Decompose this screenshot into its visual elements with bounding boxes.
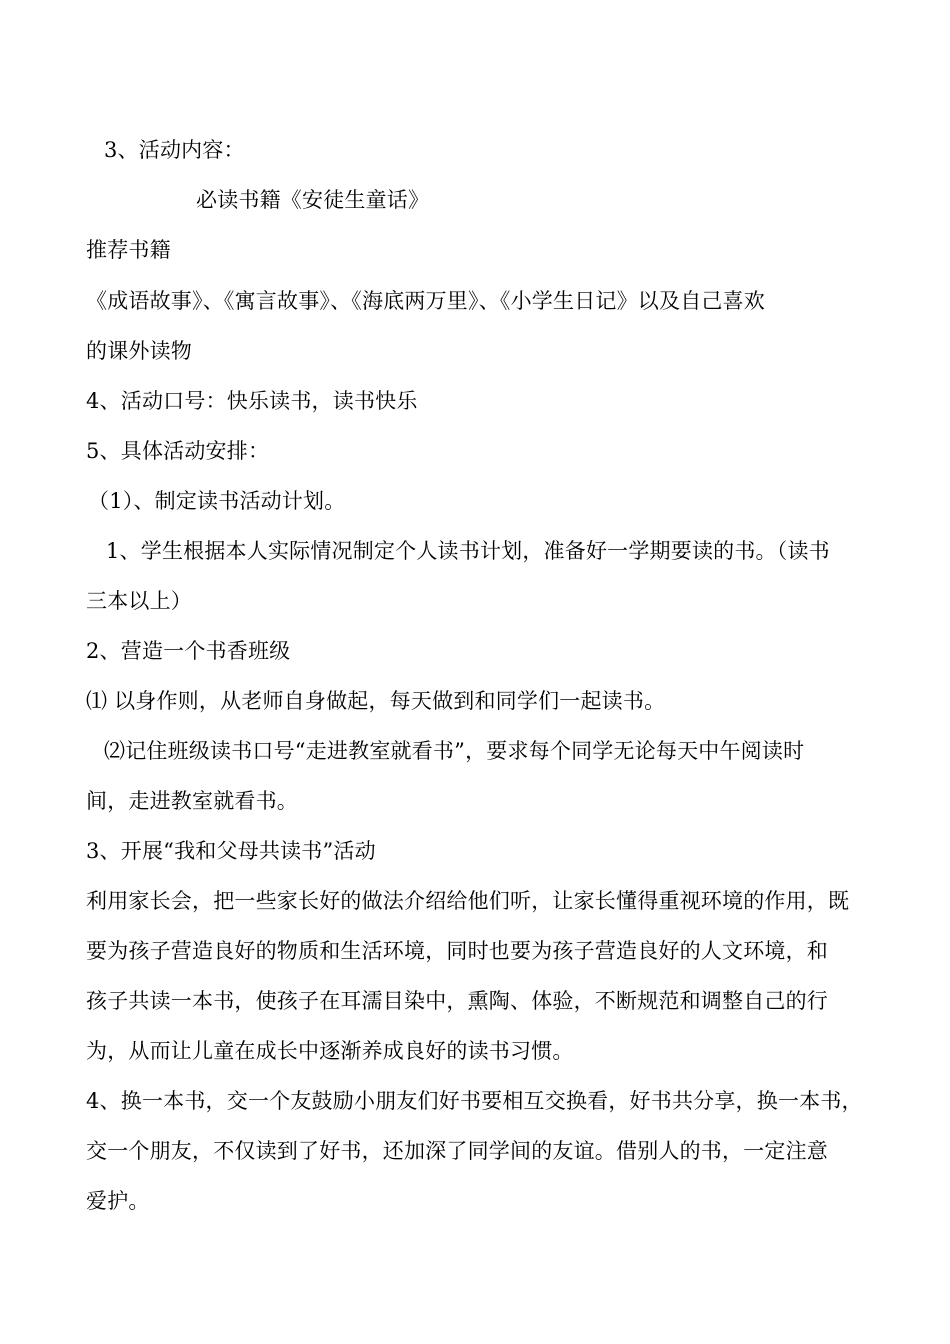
item-4-line-1: 4、换一本书，交一个友鼓励小朋友们好书要相互交换看，好书共分享，换一本书， <box>86 1089 863 1113</box>
item-2-point-1: ⑴ 以身作则，从老师自身做起，每天做到和同学们一起读书。 <box>86 689 666 713</box>
section-4-slogan: 4、活动口号：快乐读书，读书快乐 <box>86 389 418 413</box>
item-2-point-2-line-2: 间，走进教室就看书。 <box>86 789 298 813</box>
section-5-heading: 5、具体活动安排： <box>86 439 270 463</box>
item-1-line-1: 1、学生根据本人实际情况制定个人读书计划，准备好一学期要读的书。（读书 <box>106 539 830 563</box>
item-2-point-2-line-1: ⑵记住班级读书口号“走进教室就看书”，要求每个同学无论每天中午阅读时 <box>104 739 805 763</box>
recommended-books-label: 推荐书籍 <box>86 238 171 262</box>
item-2-heading: 2、营造一个书香班级 <box>86 639 291 663</box>
subsection-1-heading: （1）、制定读书活动计划。 <box>88 489 346 513</box>
required-book-line: 必读书籍《安徒生童话》 <box>196 188 430 212</box>
recommended-books-list-line-1: 《成语故事》、《寓言故事》、《海底两万里》、《小学生日记》以及自己喜欢 <box>86 289 765 313</box>
item-3-paragraph-line-3: 孩子共读一本书，使孩子在耳濡目染中，熏陶、体验，不断规范和调整自己的行 <box>86 989 828 1013</box>
item-4-line-3: 爱护。 <box>86 1189 150 1213</box>
item-4-line-2: 交一个朋友，不仅读到了好书，还加深了同学间的友谊。借别人的书，一定注意 <box>86 1139 828 1163</box>
section-3-heading: 3、活动内容： <box>104 138 245 162</box>
item-3-paragraph-line-2: 要为孩子营造良好的物质和生活环境，同时也要为孩子营造良好的人文环境，和 <box>86 939 828 963</box>
item-3-paragraph-line-1: 利用家长会，把一些家长好的做法介绍给他们听，让家长懂得重视环境的作用，既 <box>86 889 850 913</box>
item-3-paragraph-line-4: 为，从而让儿童在成长中逐渐养成良好的读书习惯。 <box>86 1039 574 1063</box>
item-1-line-2: 三本以上） <box>86 589 192 613</box>
recommended-books-list-line-2: 的课外读物 <box>86 339 192 363</box>
item-3-heading: 3、开展“我和父母共读书”活动 <box>86 839 376 863</box>
